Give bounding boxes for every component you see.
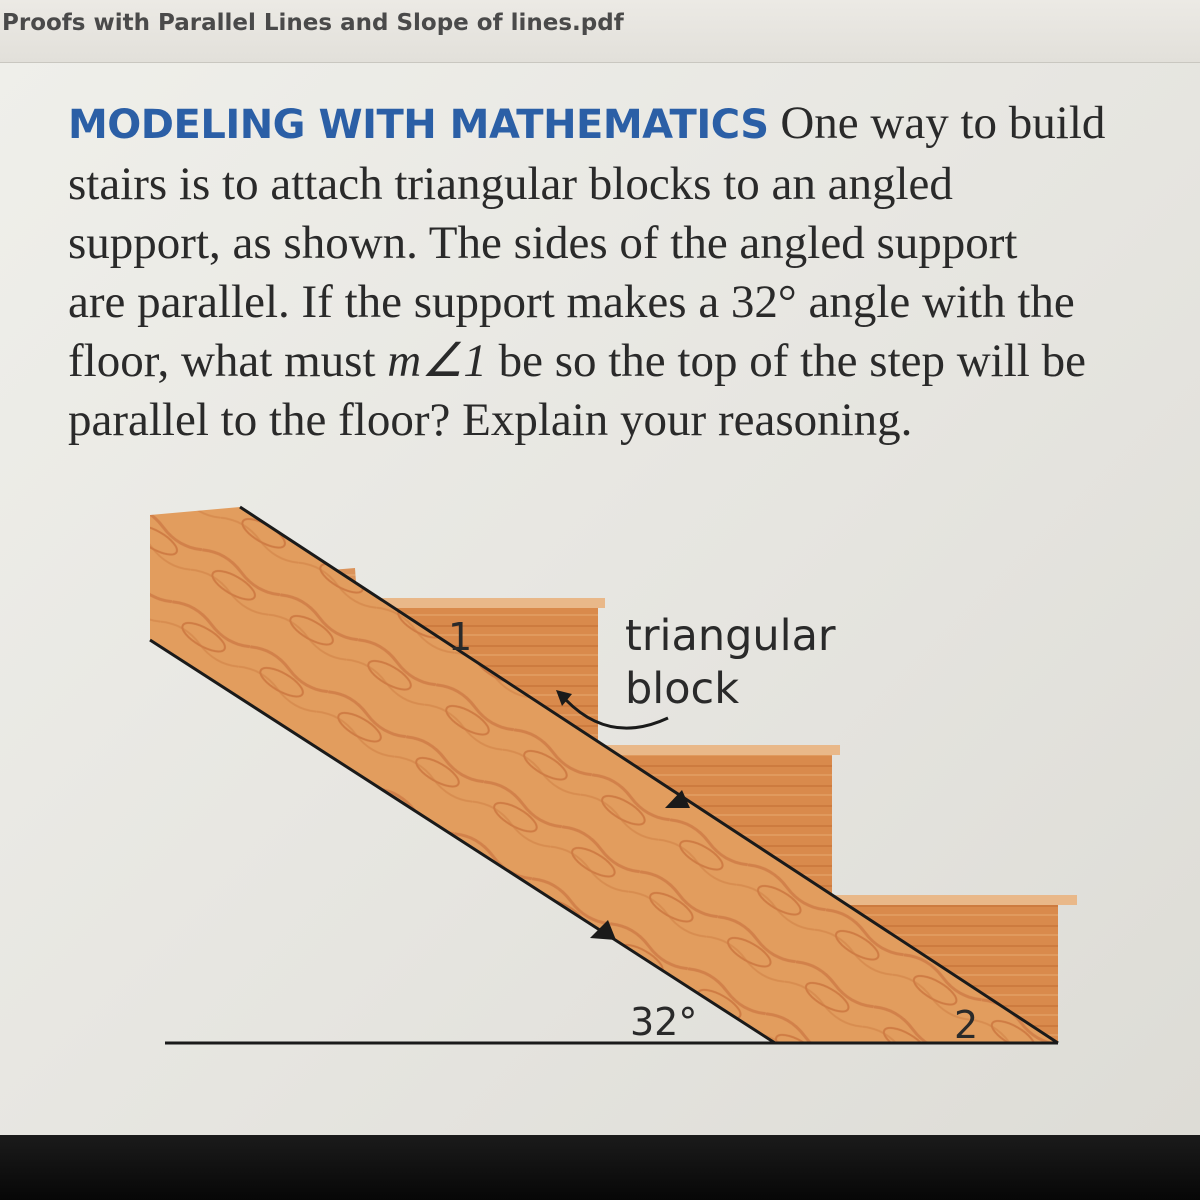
screen-bezel — [0, 1135, 1200, 1200]
block-1-top — [375, 598, 605, 608]
problem-line-5-end: be so the top of the step will be — [486, 335, 1086, 387]
problem-line-2: stairs is to attach triangular blocks to an angled — [68, 158, 953, 210]
problem-line-3: support, as shown. The sides of the angled support — [68, 217, 1018, 269]
problem-line-4: are parallel. If the support makes a 32° angle with the — [68, 276, 1075, 328]
angle-1-label: 1 — [448, 615, 473, 659]
block-3-top — [832, 895, 1077, 905]
angle-1-notation: m∠1 — [387, 335, 487, 387]
problem-heading: MODELING WITH MATHEMATICS — [68, 102, 769, 148]
problem-line-5-start: floor, what must — [68, 335, 388, 387]
callout-label-line-2: block — [625, 664, 740, 714]
callout-label-line-1: triangular — [625, 611, 836, 661]
document-title[interactable]: Proofs with Parallel Lines and Slope of lines.pdf — [2, 10, 624, 36]
angle-32-label: 32° — [630, 1000, 698, 1044]
angled-support — [150, 507, 1058, 1043]
angle-2-label: 2 — [954, 1003, 979, 1047]
problem-line-1-text: One way to build — [768, 97, 1106, 149]
block-2-top — [595, 745, 840, 755]
problem-line-6: parallel to the floor? Explain your reasoning. — [68, 394, 913, 446]
